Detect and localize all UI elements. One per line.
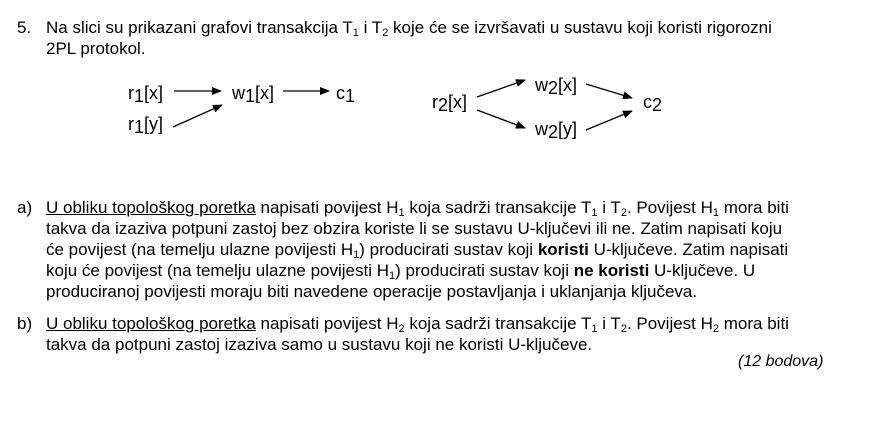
part-b-text-line1: U obliku topološkog poretka napisati povijest $H_2$ koja sadrži transakcije $T_1$ i $T_2$. Povijest $H_2$ mora biti: [46, 314, 789, 335]
part-b-underlined: U obliku topološkog poretka: [46, 314, 256, 333]
node-r2x: r2[x]: [432, 92, 468, 115]
node-w2y: w2[y]: [535, 119, 578, 142]
edge-r2x-w2x: [477, 80, 525, 97]
part-a-text-line1: U obliku topološkog poretka napisati povijest $H_1$ koja sadrži transakcije $T_1$ i $T_2$. Povijest $H_1$ mora biti: [46, 198, 789, 219]
edge-w2y-c2: [586, 111, 632, 130]
part-a-text-line4: koju će povijest (na temelju ulazne povijesti $H_1$) producirati sustav koji ne koristi U-ključeve. U: [46, 261, 756, 282]
part-a-text-line2: takva da izaziva potpuni zastoj bez obzira koriste li se sustavu U-ključevi ili ne. Zatim napisati koju: [46, 219, 783, 238]
edge-r2x-w2y: [477, 110, 525, 128]
node-c2: c2: [643, 92, 663, 115]
graph-t2: [432, 75, 662, 142]
part-a-text-line5: produciranoj povijesti moraju biti navedene operacije postavljanja i uklanjanja ključeva.: [46, 282, 698, 301]
problem-intro-line2: 2PL protokol.: [46, 39, 146, 58]
part-a-text-line3: će povijest (na temelju ulazne povijesti $H_1$) producirati sustav koji koristi U-ključeve. Zatim napisati: [46, 240, 789, 261]
node-r1y: r1[y]: [128, 114, 164, 137]
problem-number: 5.: [17, 18, 32, 37]
edge-r1y-w1x: [173, 105, 222, 127]
transaction-graphs: [0, 0, 878, 180]
edge-w2x-c2: [586, 84, 632, 98]
points-label: (12 bodova): [738, 353, 824, 370]
node-w1x: w1[x]: [232, 83, 275, 106]
graph-t1: [128, 83, 355, 137]
part-a-underlined: U obliku topološkog poretka: [46, 198, 256, 217]
part-b-label: b): [17, 314, 33, 333]
problem-intro-line1: Na slici su prikazani grafovi transakcija $T_1$ i $T_2$ koje će se izvršavati u sustavu koji koristi rigorozni: [46, 18, 772, 39]
node-w2x: w2[x]: [535, 75, 578, 98]
node-c1: c1: [336, 83, 356, 106]
part-a-label: a): [17, 198, 33, 217]
part-b-text-line2: takva da potpuni zastoj izaziva samo u sustavu koji ne koristi U-ključeve.: [46, 335, 593, 354]
node-r1x: r1[x]: [128, 83, 164, 106]
